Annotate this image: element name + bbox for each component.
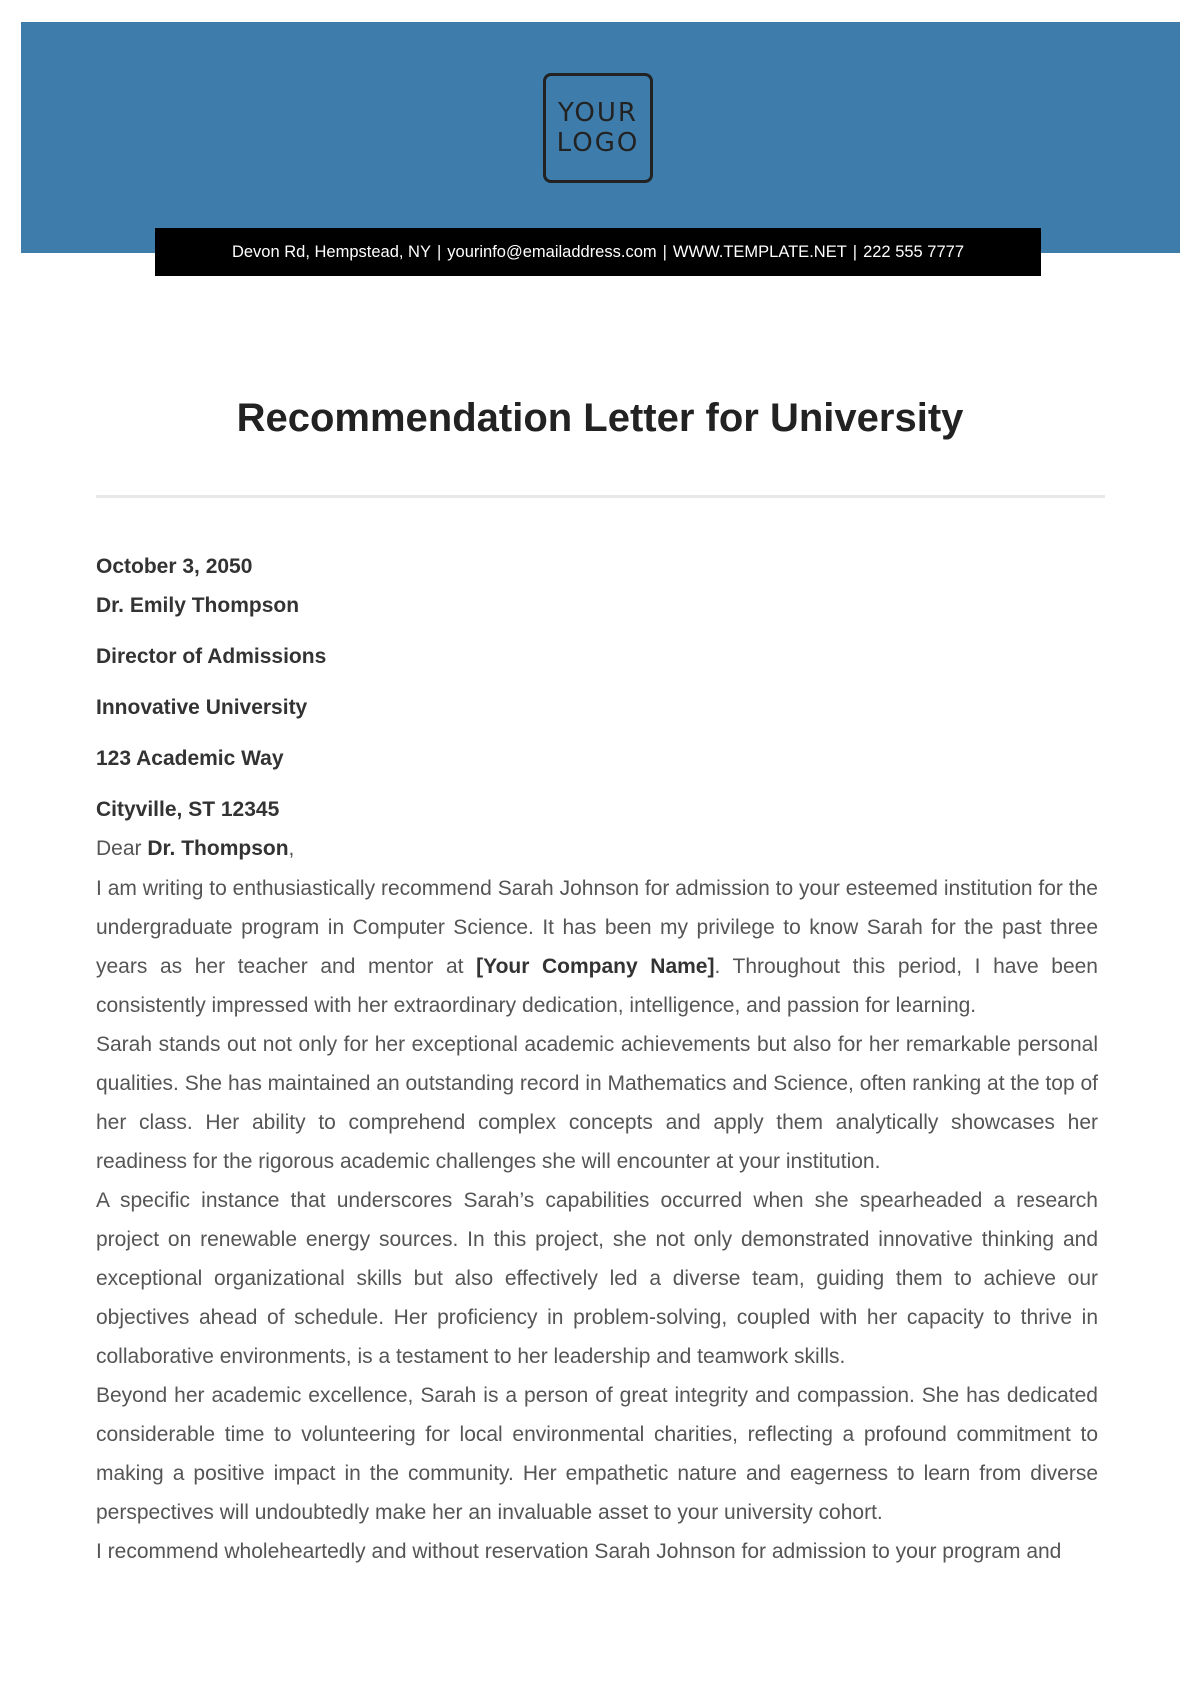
contact-address: Devon Rd, Hempstead, NY: [231, 242, 431, 261]
paragraph-1-text: I am writing to enthusiastically recommend Sarah Johnson for admission to your esteemed institution for the undergraduate program in Computer Science. It has been my privilege to know Sarah for the past three years as her teacher and mentor at: [96, 877, 1098, 978]
paragraph-3: A specific instance that underscores Sarah’s capabilities occurred when she spearheaded a research project on renewable energy sources. In this project, she not only demonstrated innovative thinking and exceptional organizational skills but also effectively led a diverse team, guiding them to achieve our objectives ahead of schedule. Her proficiency in problem-solving, coupled with her capacity to thrive in collaborative environments, is a testament to her leadership and teamwork skills.: [96, 1189, 1098, 1368]
recipient-street: 123 Academic Way: [96, 747, 284, 770]
separator: |: [436, 242, 442, 261]
recipient-position: Director of Admissions: [96, 645, 327, 668]
page-title: Recommendation Letter for University: [236, 396, 964, 440]
logo-text-line2: LOGO: [556, 128, 640, 158]
paragraph-4: Beyond her academic excellence, Sarah is a person of great integrity and compassion. She has dedicated considerable time to volunteering for local environmental charities, reflecting a profound commitment to making a positive impact in the community. Her empathetic nature and eagerness to learn from diverse perspectives will undoubtedly make her an invaluable asset to your university cohort.: [96, 1384, 1098, 1524]
recipient-institution: Innovative University: [96, 696, 308, 719]
letter-date: October 3, 2050: [96, 555, 253, 578]
company-name-placeholder: [Your Company Name]: [476, 955, 715, 978]
logo-text-line1: YOUR: [557, 98, 638, 128]
contact-email[interactable]: yourinfo@emailaddress.com: [447, 242, 657, 261]
letter-body: [96, 869, 1098, 1571]
salutation-name: Dr. Thompson: [147, 837, 289, 860]
separator: |: [852, 242, 858, 261]
divider: [96, 495, 1105, 498]
recipient-name: Dr. Emily Thompson: [96, 594, 300, 617]
salutation-prefix: Dear: [96, 837, 148, 860]
paragraph-2: Sarah stands out not only for her exceptional academic achievements but also for her remarkable personal qualities. She has maintained an outstanding record in Mathematics and Science, often ranking at the top of her class. Her ability to comprehend complex concepts and apply them analytically showcases her readiness for the rigorous academic challenges she will encounter at your institution.: [96, 1033, 1098, 1173]
contact-phone: 222 555 7777: [863, 242, 965, 261]
salutation: [96, 836, 294, 862]
salutation-suffix: ,: [288, 837, 295, 860]
recipient-city: Cityville, ST 12345: [96, 798, 280, 821]
contact-website[interactable]: WWW.TEMPLATE.NET: [672, 242, 847, 261]
contact-bar: [155, 228, 1041, 276]
paragraph-1-text-end: . Throughout this period, I have been consistently impressed with her extraordinary dedication, intelligence, and passion for learning.: [96, 955, 1098, 1017]
separator: |: [662, 242, 667, 261]
paragraph-1: [96, 869, 1098, 1025]
paragraph-5: I recommend wholeheartedly and without reservation Sarah Johnson for admission to your program and: [96, 1540, 1062, 1563]
logo-placeholder: [543, 73, 653, 183]
